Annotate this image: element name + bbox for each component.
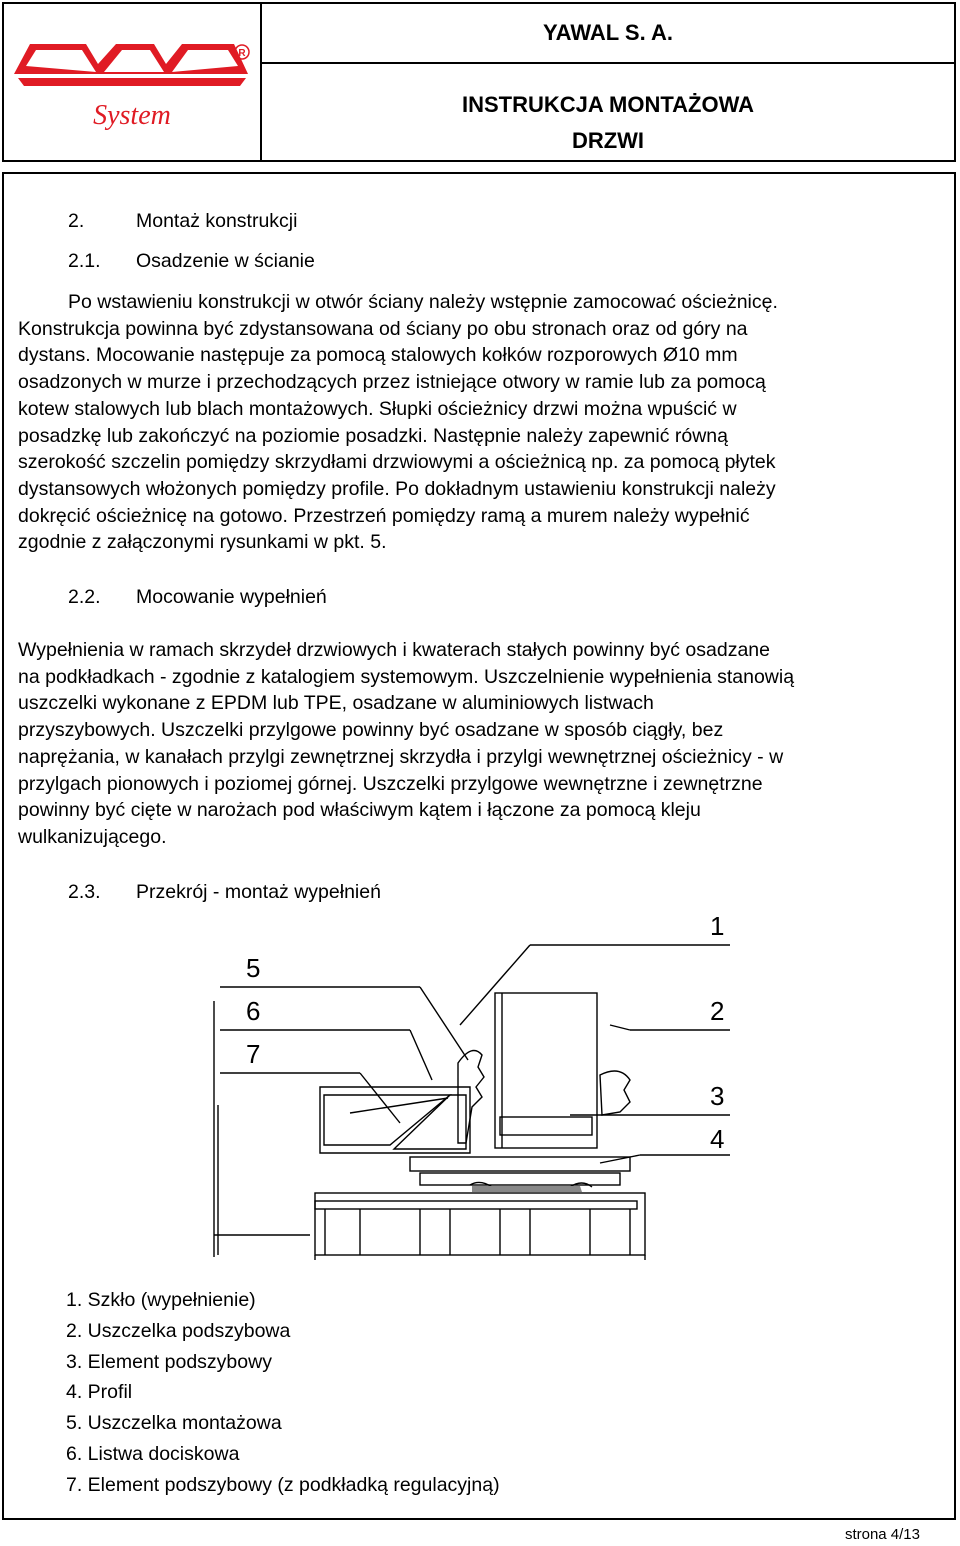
paragraph-mounting: Po wstawieniu konstrukcji w otwór ściany należy wstępnie zamocować ościeżnicę. Konstrukcja powinna być zdystansowana od ściany po obu stronach oraz od góry na dystans. Mocowanie następuje za pomocą stalowych kołków rozporowych Ø10 mm osadzonych w murze i przechodzących przez istniejące otwory w ramie lub za pomocą kotew stalowych lub blach montażowych. Słupki ościeżnicy drzwi można wpuścić w posadzkę lub zakończyć na poziomie posadzki. Następnie należy zapewnić równą szerokość szczelin pomiędzy skrzydłami drzwiowymi a ościeżnicą np. za pomocą płytek dystansowych włożonych pomiędzy profile. Po dokładnym ustawieniu konstrukcji należy dokręcić ościeżnicę na gotowo. Przestrzeń pomiędzy ramą a murem należy wypełnić zgodnie z załączonymi rysunkami w pkt. 5. (18, 291, 778, 554)
legend-list (66, 1285, 500, 1501)
logo (4, 4, 262, 160)
legend-item: 7. Element podszybowy (z podkładką regulacyjną) (66, 1473, 500, 1496)
paragraph-infill: Wypełnienia w ramach skrzydeł drzwiowych i kwaterach stałych powinny być osadzane na podkładkach - zgodnie z katalogiem systemowym. Uszczelnienie wypełnienia stanowią uszczelki wykonane z EPDM lub TPE, osadzane w aluminiowych listwach przyszybowych. Uszczelki przylgowe powinny być osadzane w sposób ciągły, bez naprężania, w kanałach przylgi zewnętrznej skrzydła i przylgi wewnętrznej ościeżnicy - w przylgach pionowych i poziomej górnej. Uszczelki przylgowe wewnętrzne i zewnętrzne powinny być cięte w narożach pod właściwym kątem i łączone za pomocą kleju wulkanizującego. (18, 639, 795, 848)
legend-item: 6. Listwa dociskowa (66, 1442, 240, 1465)
legend-item: 2. Uszczelka podszybowa (66, 1319, 291, 1342)
document-subtitle: DRZWI (571, 128, 645, 153)
cross-section-diagram (210, 905, 750, 1260)
callout-1: 1 (710, 911, 725, 941)
logo-subtitle: System (93, 100, 171, 131)
callout-3: 3 (710, 1081, 725, 1111)
callout-7: 7 (246, 1039, 261, 1069)
page-number: strona 4/13 (844, 1526, 920, 1543)
legend-item: 1. Szkło (wypełnienie) (66, 1289, 256, 1311)
document-title: INSTRUKCJA MONTAŻOWA (461, 92, 755, 117)
yawal-logo-icon (4, 4, 260, 160)
callout-5: 5 (246, 953, 261, 983)
legend-item: 5. Uszczelka montażowa (66, 1412, 282, 1435)
callout-4: 4 (710, 1124, 725, 1154)
callout-6: 6 (246, 996, 261, 1026)
legend-item: 3. Element podszybowy (66, 1350, 272, 1373)
document-header (2, 2, 956, 162)
svg-text:R: R (238, 48, 246, 59)
company-name: YAWAL S. A. (262, 4, 954, 64)
callout-2: 2 (710, 996, 725, 1026)
legend-item: 4. Profil (66, 1381, 133, 1404)
